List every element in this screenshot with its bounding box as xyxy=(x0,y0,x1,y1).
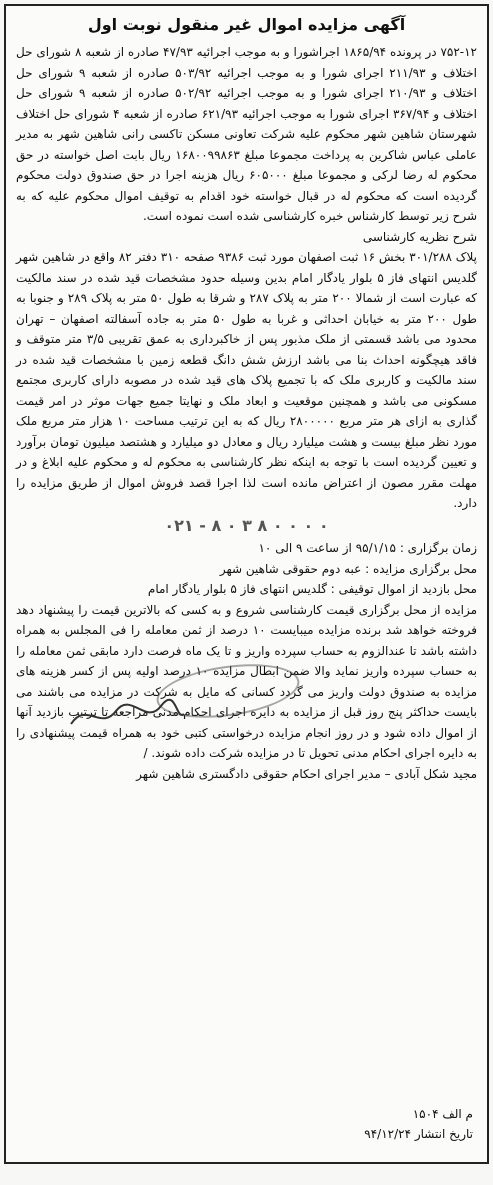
phone-watermark: ۰۲۱ - ۸ ۰ ۳ ۸ ۰ ۰ ۰ ۰ xyxy=(164,515,329,535)
expert-heading: شرح نظریه کارشناسی xyxy=(362,229,477,244)
auction-time: زمان برگزاری : ۹۵/۱/۱۵ از ساعت ۹ الی ۱۰ xyxy=(258,541,477,555)
expert-paragraph: پلاک ۳۰۱/۲۸۸ بخش ۱۶ ثبت اصفهان مورد ثبت ۹۳۸۶ صفحه ۳۱۰ دفتر ۸۲ واقع در شاهین شهر گلدیس انتهای فاز ۵ بلوار یادگار امام بدین وسیله حدود مشخصات قید شده در سند مالکیت که عبارت است از شمالا ۲۰۰ متر به پلاک ۲۸۷ و شرقا به طول ۵۰ متر به پلاک ۲۸۹ و جنوبا به طول ۲۰۰ متر به خیابان احداثی و غربا به طول ۵۰ متر به جاده آسفالته اصفهان – تهران محدود می باشد قسمتی از ملک مذبور پس از خاکبرداری به عمق تقریبی ۳/۵ متر متوقف و فاقد هیچگونه احداث بنا می باشد ارزش شش دانگ قطعه زمین با مشخصات قید شده در سند مالکیت و کاربری ملک که با تجمیع پلاک های قید شده در مصوبه دارای کاربری مجتمع مسکونی می باشد و همچنین موقعیت و ابعاد ملک و نهایتا جمیع جهات موثر در امر قیمت گذاری به ازای هر متر مربع ۲۸۰۰۰۰۰ ریال که به این ترتیب مساحت ۱۰ هزار متر مربع ملک مورد نظر مبلغ بیست و هشت میلیارد ریال و معادل دو میلیارد و هشتصد میلیون تومان برآورد و تعیین گردیده است با توجه به اینکه نظر کارشناسی به محکوم له و محکوم علیه ابلاغ و در مهلت مقرر مصون از اعتراض مانده است لذا اجرا قصد فروش اموال از طریق مزایده را دارد. xyxy=(16,250,478,510)
reference-code: م الف ۱۵۰۴ xyxy=(412,1107,473,1121)
publish-date: تاریخ انتشار ۹۴/۱۲/۲۴ xyxy=(364,1127,473,1141)
notice-footer xyxy=(364,1104,473,1144)
auction-notice xyxy=(4,4,489,1164)
visit-location: محل بازدید از اموال توقیفی : گلدیس انتهای فاز ۵ بلوار یادگار امام xyxy=(147,582,477,596)
intro-paragraph: ۷۵۲-۱۲ در پرونده ۱۸۶۵/۹۴ اجراشورا و به موجب اجرائیه ۴۷/۹۳ صادره از شعبه ۸ شورای حل اختلاف و ۲۱۱/۹۳ اجرای شورا و به موجب اجرائیه ۵۰۳/۹۲ صادره از شعبه ۹ شورای حل اختلاف و ۲۱۰/۹۳ اجرای شورا و به موجب اجرائیه ۵۰۲/۹۲ صادره از شعبه ۹ شورای حل اختلاف و ۳۶۷/۹۴ اجرای شورا به موجب اجرائیه ۶۲۱/۹۳ صادره از شعبه ۴ شورای حل اختلاف شهرستان شاهین شهر محکوم علیه شرکت تعاونی مسکن تاکسی رانی شاهین شهر به مدیر عاملی عباس شاکرین به پرداخت مجموعا مبلغ ۱۶۸۰۰۹۹۸۶۳ ریال بابت اصل خواسته در حق محکوم له رضا لرکی و مجموعا مبلغ ۶۰۵۰۰۰ ریال هزینه اجرا در حق صندوق دولت محکوم گردیده است که محکوم له در قبال خواسته خود اقدام به توقیف اموال محکوم علیه که به شرح زیر توسط کارشناس خبره کارشناسی شده است نموده است. xyxy=(16,45,477,223)
conditions-paragraph: مزایده از محل برگزاری قیمت کارشناسی شروع و به کسی که بالاترین قیمت را پیشنهاد دهد فروخته خواهد شد برنده مزایده میبایست ۱۰ درصد از ثمن معامله را فی المجلس به همراه داشته باشد تا عندالزوم به حساب سپرده واریز و تا یک ماه فرصت دارد مابقی ثمن معامله را به حساب سپرده واریز نماید والا ضمن ابطال مزایده ۱۰ درصد اولیه پس از کسر هزینه های مزایده به صندوق دولت واریز می گردد کسانی که مایل به شرکت در مزایده می باشند می بایست حداکثر پنج روز قبل از مزایده به دایره اجرای احکام مدنی مراجعه تا ترتیب بازدید آنها از اموال داده شود و در روز انجام مزایده درخواستی کتبی خود به همراه قیمت پیشنهادی را به دایره اجرای احکام مدنی تحویل تا در مزایده شرکت داده شوند. / xyxy=(16,602,477,760)
signature-icon xyxy=(66,696,186,736)
signer-line: مجید شکل آبادی – مدیر اجرای احکام حقوقی دادگستری شاهین شهر xyxy=(136,766,477,781)
notice-body xyxy=(16,42,477,784)
auction-place: محل برگزاری مزایده : عبه دوم حقوقی شاهین شهر xyxy=(219,561,477,576)
notice-title: آگهی مزایده اموال غیر منقول نوبت اول xyxy=(87,15,406,34)
